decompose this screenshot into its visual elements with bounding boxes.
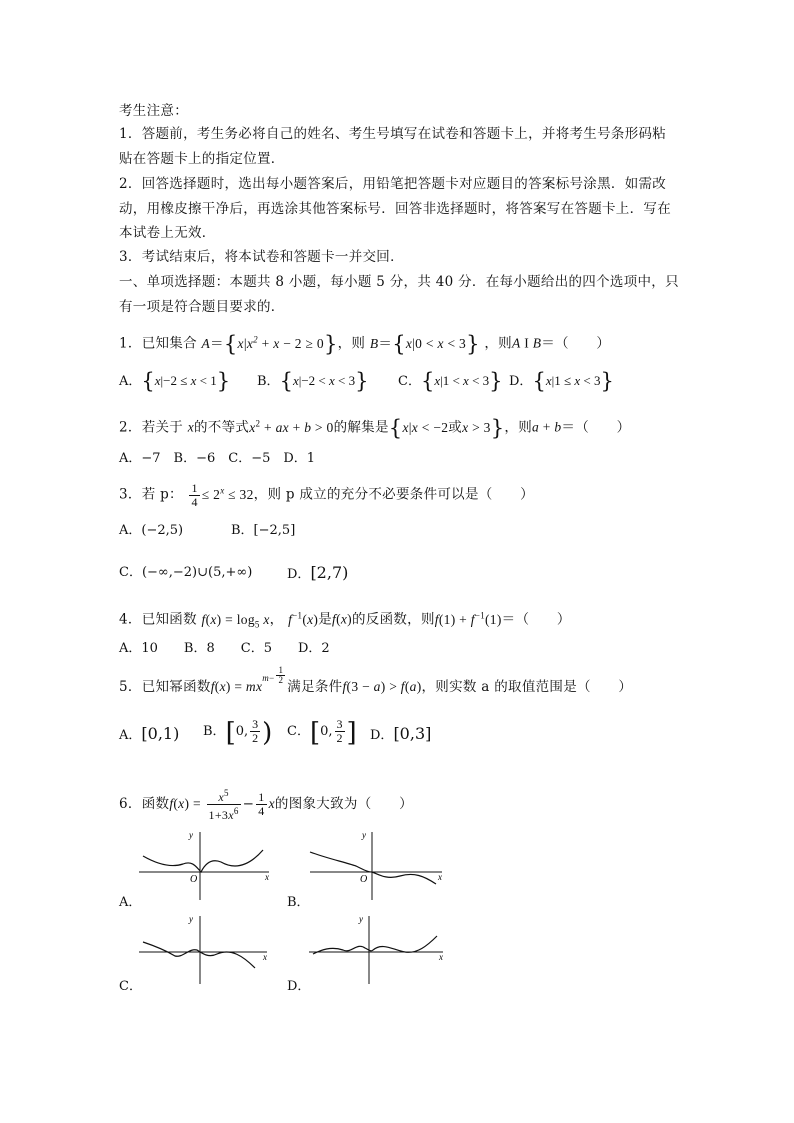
graph-d-curve (313, 936, 437, 954)
graph-c-curve (143, 942, 255, 968)
graph-d-label: D． (287, 979, 311, 994)
q3-option-c: C．(−∞,−2)∪(5,+∞) (119, 565, 253, 580)
graph-c-label: C． (119, 979, 142, 994)
q4-options: A．10 B．8 C．5 D．2 (119, 641, 330, 656)
notice-item-1-line-1: 1．答题前，考生务必将自己的姓名、考生号填写在试卷和答题卡上，并将考生号条形码粘 (119, 126, 667, 142)
question-3: 3．若 p： $\frac{1}{4}$ ≤ $2^x \le 32$，则 p 成立的充分不必要条件可以是（ ） (119, 480, 534, 509)
question-4: 4．已知函数 $f(x) = \log_5 x$， $f^{-1}(x)$是f(x)的反函数，则$f(1) + f^{-1}(1)=$（ ） (119, 610, 571, 630)
graph-a-curve (143, 850, 263, 872)
question-1 (119, 329, 610, 354)
q1-intersection: A I B (511, 335, 542, 351)
q3-option-d: D．[2,7) (287, 563, 349, 582)
q5-option-d: D．[0,3] (370, 724, 432, 743)
q1-option-c: C．{x|1 < x < 3} (398, 369, 503, 393)
graph-c (139, 912, 279, 984)
q1-tail: ＝（ ） (541, 335, 611, 352)
q5-option-a: A．[0,1) (119, 724, 180, 743)
graph-d-x-label: x (439, 952, 443, 962)
graph-b-y-label: y (362, 830, 366, 840)
notice-item-2-line-1: 2．回答选择题时，选出每小题答案后，用铅笔把答题卡对应题目的答案标号涂黑．如需改 (119, 176, 667, 192)
graph-a-x-label: x (265, 872, 269, 882)
question-6: 6．函数f(x) = $\frac{x^5}{1+3x^6}$ − $\frac{1}{4}$ x的图象大致为（ ） (119, 788, 413, 822)
q1-option-b: B．{x|−2 < x < 3} (257, 369, 369, 393)
graph-a-label: A． (119, 895, 142, 910)
q1-sep: ，则 (337, 335, 366, 352)
q3-option-b: B．[−2,5] (231, 523, 296, 538)
section-heading-line-1: 一、单项选择题：本题共 8 小题，每小题 5 分，共 40 分．在每小题给出的四个选项中，只 (119, 274, 679, 290)
q1-set-b: B＝{x|0 < x < 3} (369, 331, 480, 356)
q1-set-a: $A=\{x|x^2 + x - 2 \ge 0\}$ (201, 331, 338, 356)
notice-item-3: 3．考试结束后，将本试卷和答题卡一并交回． (119, 249, 404, 265)
graph-a (139, 828, 279, 900)
notice-item-2-line-2: 动，用橡皮擦干净后，再选涂其他答案标号．回答非选择题时，将答案写在答题卡上．写在 (119, 201, 671, 217)
graph-b (304, 828, 454, 900)
graph-b-origin: O (360, 874, 368, 885)
q5-option-b: B．[0, $\frac{3}{2}$ ) (203, 717, 273, 748)
graph-b-curve (310, 852, 436, 884)
notice-title: 考生注意： (119, 103, 188, 119)
notice-item-2-line-3: 本试卷上无效． (119, 225, 216, 241)
graph-d-y-label: y (359, 914, 363, 924)
question-2: 2．若关于 x的不等式$x^2$ + ax + b > 0的解集是{x|x < −2或x > 3}，则a + b＝（ ） (119, 415, 631, 440)
q1-option-a: A．{x|−2 ≤ x < 1} (119, 369, 231, 393)
q1-prefix: 已知集合 (141, 335, 197, 352)
graph-c-x-label: x (263, 952, 267, 962)
graph-c-y-label: y (189, 914, 193, 924)
question-5: 5．已知幂函数$f(x) = mx^{m-}$ $\frac{1}{2}$ 满足条件f(3 − a) > f(a)，则实数 a 的取值范围是（ ） (119, 665, 633, 695)
q1-option-d: D．{x|1 ≤ x < 3} (509, 369, 614, 393)
q3-option-a: A．(−2,5) (119, 523, 184, 538)
graph-d (309, 912, 459, 984)
q1-number: 1． (119, 335, 142, 352)
graph-b-x-label: x (438, 872, 442, 882)
section-heading-line-2: 有一项是符合题目要求的． (119, 299, 285, 315)
q5-option-c: C．[0, $\frac{3}{2}$ ] (287, 717, 357, 748)
notice-item-1-line-2: 贴在答题卡上的指定位置． (119, 151, 285, 167)
q1-then-text: ，则 (484, 335, 512, 352)
graph-b-label: B． (287, 895, 310, 910)
graph-a-y-label: y (189, 830, 193, 840)
graph-a-origin: O (190, 874, 198, 885)
q2-options: A．−7 B．−6 C．−5 D．1 (119, 451, 316, 466)
